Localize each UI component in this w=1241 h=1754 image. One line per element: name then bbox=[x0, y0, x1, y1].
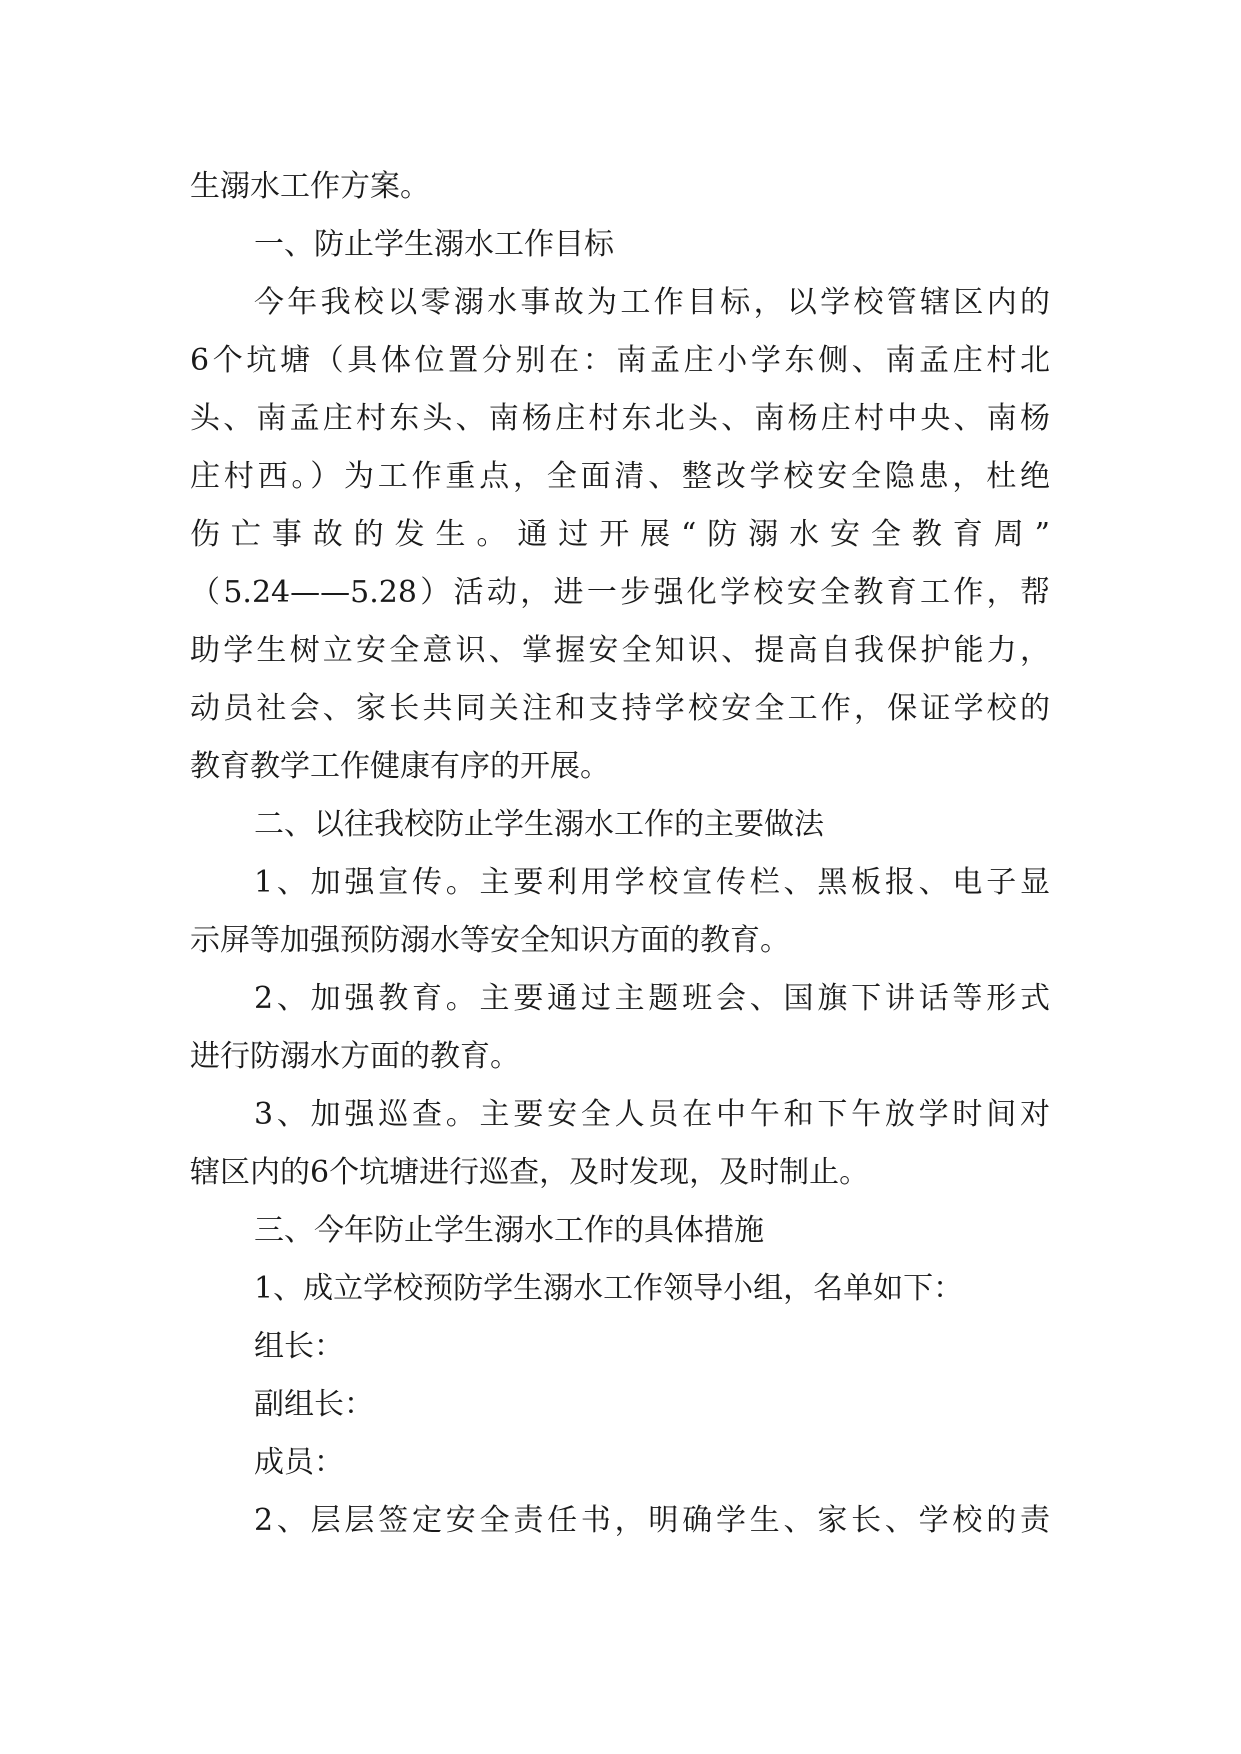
text-line: 1、成立学校预防学生溺水工作领导小组，名单如下： bbox=[254, 1271, 964, 1306]
text-line: 辖区内的6个坑塘进行巡查，及时发现，及时制止。 bbox=[190, 1155, 870, 1190]
text-line: 助学生树立安全意识、掌握安全知识、提高自我保护能力， bbox=[190, 633, 1050, 668]
text-line: 动员社会、家长共同关注和支持学校安全工作，保证学校的 bbox=[190, 691, 1050, 726]
text-line: 伤亡事故的发生。通过开展“防溺水安全教育周” bbox=[190, 517, 1050, 552]
text-line: 3、加强巡查。主要安全人员在中午和下午放学时间对 bbox=[254, 1097, 1050, 1132]
text-line: 组长： bbox=[254, 1329, 344, 1364]
text-line: 示屏等加强预防溺水等安全知识方面的教育。 bbox=[190, 923, 790, 958]
document-body bbox=[190, 158, 1050, 1550]
text-line: 三、今年防止学生溺水工作的具体措施 bbox=[254, 1213, 764, 1248]
text-line: 进行防溺水方面的教育。 bbox=[190, 1039, 520, 1074]
text-line: 2、加强教育。主要通过主题班会、国旗下讲话等形式 bbox=[254, 981, 1050, 1016]
text-line: 二、以往我校防止学生溺水工作的主要做法 bbox=[254, 807, 824, 842]
text-line: （5.24——5.28）活动，进一步强化学校安全教育工作，帮 bbox=[190, 575, 1050, 610]
text-line: 头、南孟庄村东头、南杨庄村东北头、南杨庄村中央、南杨 bbox=[190, 401, 1050, 436]
text-line: 成员： bbox=[254, 1445, 344, 1480]
text-line: 教育教学工作健康有序的开展。 bbox=[190, 749, 610, 784]
text-line: 2、层层签定安全责任书，明确学生、家长、学校的责 bbox=[254, 1503, 1050, 1538]
text-line: 一、防止学生溺水工作目标 bbox=[254, 227, 614, 262]
text-line: 庄村西。）为工作重点，全面清、整改学校安全隐患，杜绝 bbox=[190, 459, 1050, 494]
text-line: 生溺水工作方案。 bbox=[190, 169, 430, 204]
text-line: 1、加强宣传。主要利用学校宣传栏、黑板报、电子显 bbox=[254, 865, 1050, 900]
text-line: 副组长： bbox=[254, 1387, 374, 1422]
text-line: 6个坑塘（具体位置分别在：南孟庄小学东侧、南孟庄村北 bbox=[190, 343, 1050, 378]
text-line: 今年我校以零溺水事故为工作目标，以学校管辖区内的 bbox=[254, 285, 1050, 320]
